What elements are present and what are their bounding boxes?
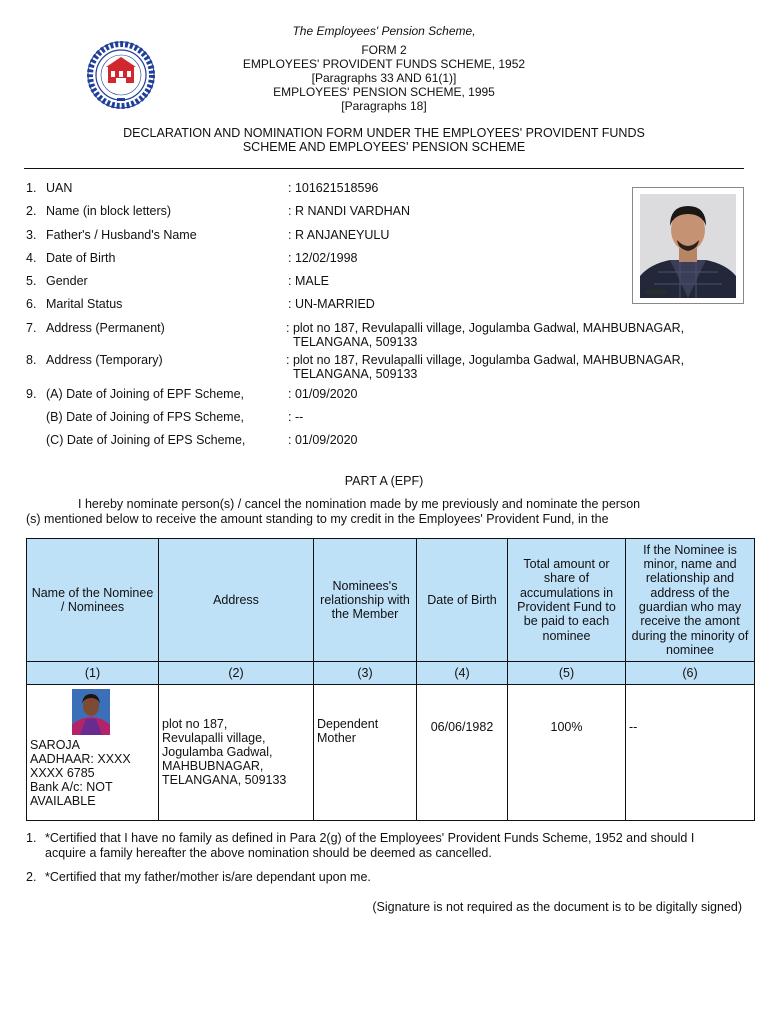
column-number: (1) (27, 662, 159, 685)
field-doj-fps (26, 410, 526, 424)
column-header: Nominees's relationship with the Member (314, 539, 417, 662)
field-value: : R ANJANEYULU (288, 228, 390, 242)
header-line-paragraphs-1: [Paragraphs 33 AND 61(1)] (311, 71, 457, 85)
nominee-photo-icon (72, 689, 110, 735)
address-temporary-value: : plot no 187, Revulapalli village, Jogulamba Gadwal, MAHBUBNAGAR, TELANGANA, 509133 (286, 353, 685, 381)
field-value: : 101621518596 (288, 181, 379, 195)
column-number: (6) (626, 662, 755, 685)
field-label: Gender (46, 274, 88, 288)
nomination-intro-line-2: (s) mentioned below to receive the amount standing to my credit in the Employees' Provident Fund, in the (26, 512, 609, 526)
field-label: Father's / Husband's Name (46, 228, 197, 242)
field-label: Name (in block letters) (46, 204, 172, 218)
field-name: 2. Name (in block letters) : R NANDI VARDHAN (26, 204, 411, 218)
nominee-dob-cell: 06/06/1982 (417, 685, 508, 821)
field-value: : 12/02/1998 (288, 251, 358, 265)
field-label: (C) Date of Joining of EPS Scheme, (46, 433, 246, 447)
field-uan: 1. UAN : 101621518596 (26, 181, 379, 195)
field-value: : MALE (288, 274, 329, 288)
column-header: Name of the Nominee / Nominees (27, 539, 159, 662)
column-number: (2) (159, 662, 314, 685)
field-label: (A) Date of Joining of EPF Scheme, (46, 387, 245, 401)
field-label: Address (Temporary) (46, 353, 163, 367)
signature-note: (Signature is not required as the document is to be digitally signed) (372, 900, 742, 914)
nominee-name-cell: SAROJA AADHAAR: XXXX XXXX 6785 Bank A/c: NOT AVAILABLE (27, 685, 159, 821)
form-number: FORM 2 (361, 43, 407, 57)
field-label: Address (Permanent) (46, 321, 165, 335)
field-value: : 01/09/2020 (288, 433, 358, 447)
part-a-title: PART A (EPF) (344, 474, 424, 488)
certification-note-1: 1. *Certified that I have no family as defined in Para 2(g) of the Employees' Provident Funds Scheme, 1952 and should I acquire a family hereafter the above nomination should be deemed as cancelled. (26, 831, 695, 860)
column-number: (4) (417, 662, 508, 685)
column-number: (5) (508, 662, 626, 685)
epfo-emblem-icon (80, 40, 162, 110)
field-doj-eps (26, 433, 526, 447)
member-photo-frame (632, 187, 744, 304)
field-marital-status: 6. Marital Status : UN-MARRIED (26, 297, 375, 311)
nominee-share-cell: 100% (508, 685, 626, 821)
header-line-paragraphs-2: [Paragraphs 18] (341, 99, 427, 113)
table-row (27, 685, 755, 821)
field-father-name: 3. Father's / Husband's Name : R ANJANEYULU (26, 228, 390, 242)
nominee-address-cell: plot no 187, Revulapalli village, Jogulamba Gadwal, MAHBUBNAGAR, TELANGANA, 509133 (159, 685, 314, 821)
field-value: : 01/09/2020 (288, 387, 358, 401)
field-gender: 5. Gender : MALE (26, 274, 329, 288)
field-doj-epf: 9. (A) Date of Joining of EPF Scheme, : 01/09/2020 (26, 387, 358, 401)
column-header: Date of Birth (417, 539, 508, 662)
nominee-table-header-row (27, 539, 755, 662)
declaration-title-line-1: DECLARATION AND NOMINATION FORM UNDER THE EMPLOYEES' PROVIDENT FUNDS (123, 126, 645, 140)
field-label: Marital Status (46, 297, 123, 311)
field-label: Date of Birth (46, 251, 116, 265)
certification-note-2: 2. *Certified that my father/mother is/are dependant upon me. (26, 870, 371, 884)
header-line-epf: EMPLOYEES' PROVIDENT FUNDS SCHEME, 1952 (242, 57, 526, 71)
field-label: UAN (46, 181, 73, 195)
header-line-eps: EMPLOYEES' PENSION SCHEME, 1995 (273, 85, 495, 99)
column-header: If the Nominee is minor, name and relationship and address of the guardian who may receive the amont during the minority of nominee (626, 539, 755, 662)
header-divider (24, 168, 744, 169)
nominee-table (26, 538, 755, 821)
field-address-temporary: 8. Address (Temporary) (26, 353, 163, 367)
field-value: : R NANDI VARDHAN (288, 204, 411, 218)
column-header: Address (159, 539, 314, 662)
scheme-title: The Employees' Pension Scheme, (292, 24, 476, 38)
field-label: (B) Date of Joining of FPS Scheme, (46, 410, 245, 424)
column-number: (3) (314, 662, 417, 685)
column-header: Total amount or share of accumulations in Provident Fund to be paid to each nominee (508, 539, 626, 662)
nominee-table-number-row (27, 662, 755, 685)
nomination-intro-line-1: I hereby nominate person(s) / cancel the nomination made by me previously and nominate the person (78, 497, 641, 511)
field-dob: 4. Date of Birth : 12/02/1998 (26, 251, 358, 265)
member-photo-icon (640, 194, 736, 298)
nominee-guardian-cell: -- (626, 685, 755, 821)
nominee-relationship-cell: Dependent Mother (314, 685, 417, 821)
field-value: : UN-MARRIED (288, 297, 375, 311)
field-address-permanent: 7. Address (Permanent) (26, 321, 165, 335)
declaration-title-line-2: SCHEME AND EMPLOYEES' PENSION SCHEME (242, 140, 526, 154)
field-value: : -- (288, 410, 304, 424)
address-permanent-value: : plot no 187, Revulapalli village, Jogulamba Gadwal, MAHBUBNAGAR, TELANGANA, 509133 (286, 321, 685, 349)
